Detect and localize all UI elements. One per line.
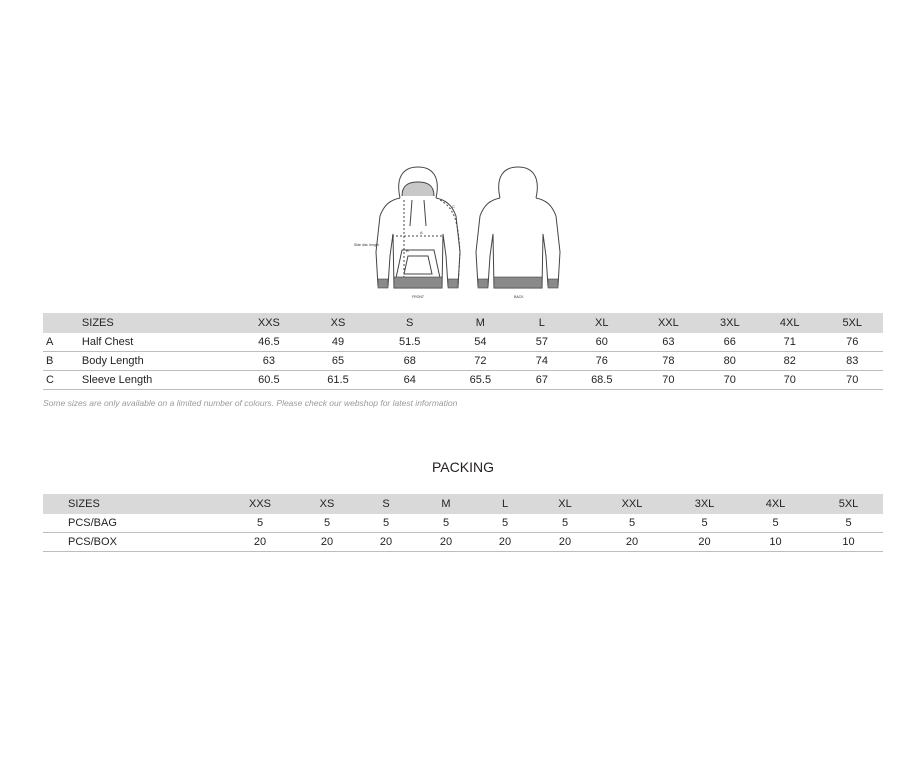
back-cuff-left	[478, 279, 488, 288]
size-col: XXS	[248, 498, 271, 510]
table-row	[43, 352, 883, 371]
cell: 61.5	[327, 374, 349, 386]
cell: 83	[846, 355, 859, 367]
cell: 51.5	[399, 336, 421, 348]
row-letter: C	[46, 374, 54, 386]
cell: 80	[723, 355, 736, 367]
size-col: S	[382, 498, 390, 510]
size-col: L	[538, 317, 545, 329]
table-row	[43, 371, 883, 390]
front-pocket-inner	[404, 256, 432, 274]
cell: 5	[323, 517, 331, 529]
mark-c: C	[452, 204, 455, 209]
cell: 60.5	[258, 374, 280, 386]
size-col: XL	[558, 498, 572, 510]
cell: 5	[256, 517, 264, 529]
sizes-header: SIZES	[68, 498, 100, 510]
back-caption: BACK	[514, 295, 524, 299]
cell: 5	[382, 517, 390, 529]
size-col: XXL	[621, 498, 643, 510]
cell: 76	[595, 355, 608, 367]
front-cuff-left	[378, 279, 388, 288]
cell: 5	[628, 517, 636, 529]
size-col: M	[475, 317, 485, 329]
cell: 20	[625, 536, 639, 548]
cell: 20	[439, 536, 453, 548]
size-table	[43, 313, 883, 390]
cell: 66	[723, 336, 736, 348]
cell: 65	[331, 355, 345, 367]
size-col: 3XL	[694, 498, 715, 510]
cell: 63	[662, 336, 675, 348]
row-label: Sleeve Length	[81, 374, 153, 386]
availability-note: Some sizes are only available on a limited number of colours. Please check our webshop for latest information	[43, 398, 458, 408]
back-hood	[499, 167, 538, 198]
cell: 70	[662, 374, 675, 386]
cell: 60	[595, 336, 608, 348]
cell: 74	[535, 355, 548, 367]
size-col: S	[406, 317, 414, 329]
cell: 5	[442, 517, 450, 529]
size-col: M	[441, 498, 451, 510]
cell: 57	[535, 336, 548, 348]
back-body	[476, 198, 560, 288]
packing-header-row	[43, 494, 883, 514]
cell: 67	[535, 374, 548, 386]
size-col: XXS	[257, 317, 280, 329]
cell: 82	[783, 355, 796, 367]
row-label: Half Chest	[81, 336, 134, 348]
front-caption: FRONT	[412, 295, 425, 299]
cell: 78	[662, 355, 675, 367]
row-label: Body Length	[81, 355, 144, 367]
cell: 63	[262, 355, 275, 367]
size-col: XS	[330, 317, 346, 329]
front-drawcord-right	[424, 200, 426, 226]
cell: 5	[501, 517, 509, 529]
size-col: 3XL	[720, 317, 740, 329]
mark-a: A	[420, 230, 423, 235]
table-row	[43, 533, 883, 552]
mark-b: B	[406, 248, 409, 253]
front-drawcord-left	[410, 200, 412, 226]
cell: 20	[320, 536, 334, 548]
row-label: PCS/BAG	[68, 517, 117, 529]
cell: 70	[723, 374, 736, 386]
packing-title: PACKING	[432, 459, 494, 475]
cell: 5	[561, 517, 569, 529]
cell: 20	[498, 536, 512, 548]
cell: 10	[769, 536, 782, 548]
cell: 72	[474, 355, 487, 367]
back-cuff-right	[548, 279, 558, 288]
cell: 76	[846, 336, 859, 348]
size-col: 4XL	[779, 317, 800, 329]
row-letter: B	[46, 355, 54, 367]
cell: 70	[846, 374, 859, 386]
cell: 71	[783, 336, 796, 348]
cell: 46.5	[258, 336, 280, 348]
cell: 20	[558, 536, 572, 548]
cell: 5	[845, 517, 852, 529]
side-label: Side dist. length	[354, 243, 379, 247]
table-row	[43, 514, 883, 533]
cell: 5	[701, 517, 708, 529]
cell: 70	[783, 374, 796, 386]
size-col: 5XL	[842, 317, 863, 329]
size-col: XXL	[657, 317, 679, 329]
packing-table	[43, 494, 883, 552]
cell: 68	[403, 355, 416, 367]
front-cuff-right	[448, 279, 458, 288]
size-header-row	[43, 313, 883, 333]
front-hem	[394, 277, 442, 288]
hoodie-illustration	[340, 160, 570, 302]
cell: 20	[379, 536, 393, 548]
size-col: 5XL	[838, 498, 859, 510]
sizes-header: SIZES	[81, 317, 114, 329]
size-col: XL	[595, 317, 609, 329]
cell: 64	[403, 374, 416, 386]
front-hood-opening	[402, 182, 434, 196]
cell: 20	[698, 536, 711, 548]
back-hem	[494, 277, 542, 288]
cell: 10	[842, 536, 855, 548]
row-label: PCS/BOX	[68, 536, 117, 548]
table-row	[43, 333, 883, 352]
cell: 54	[474, 336, 487, 348]
cell: 5	[772, 517, 779, 529]
size-col: L	[501, 498, 509, 510]
cell: 49	[331, 336, 345, 348]
size-col: XS	[319, 498, 335, 510]
row-letter: A	[46, 336, 54, 348]
cell: 20	[253, 536, 267, 548]
cell: 65.5	[469, 374, 492, 386]
size-col: 4XL	[765, 498, 786, 510]
cell: 68.5	[591, 374, 613, 386]
